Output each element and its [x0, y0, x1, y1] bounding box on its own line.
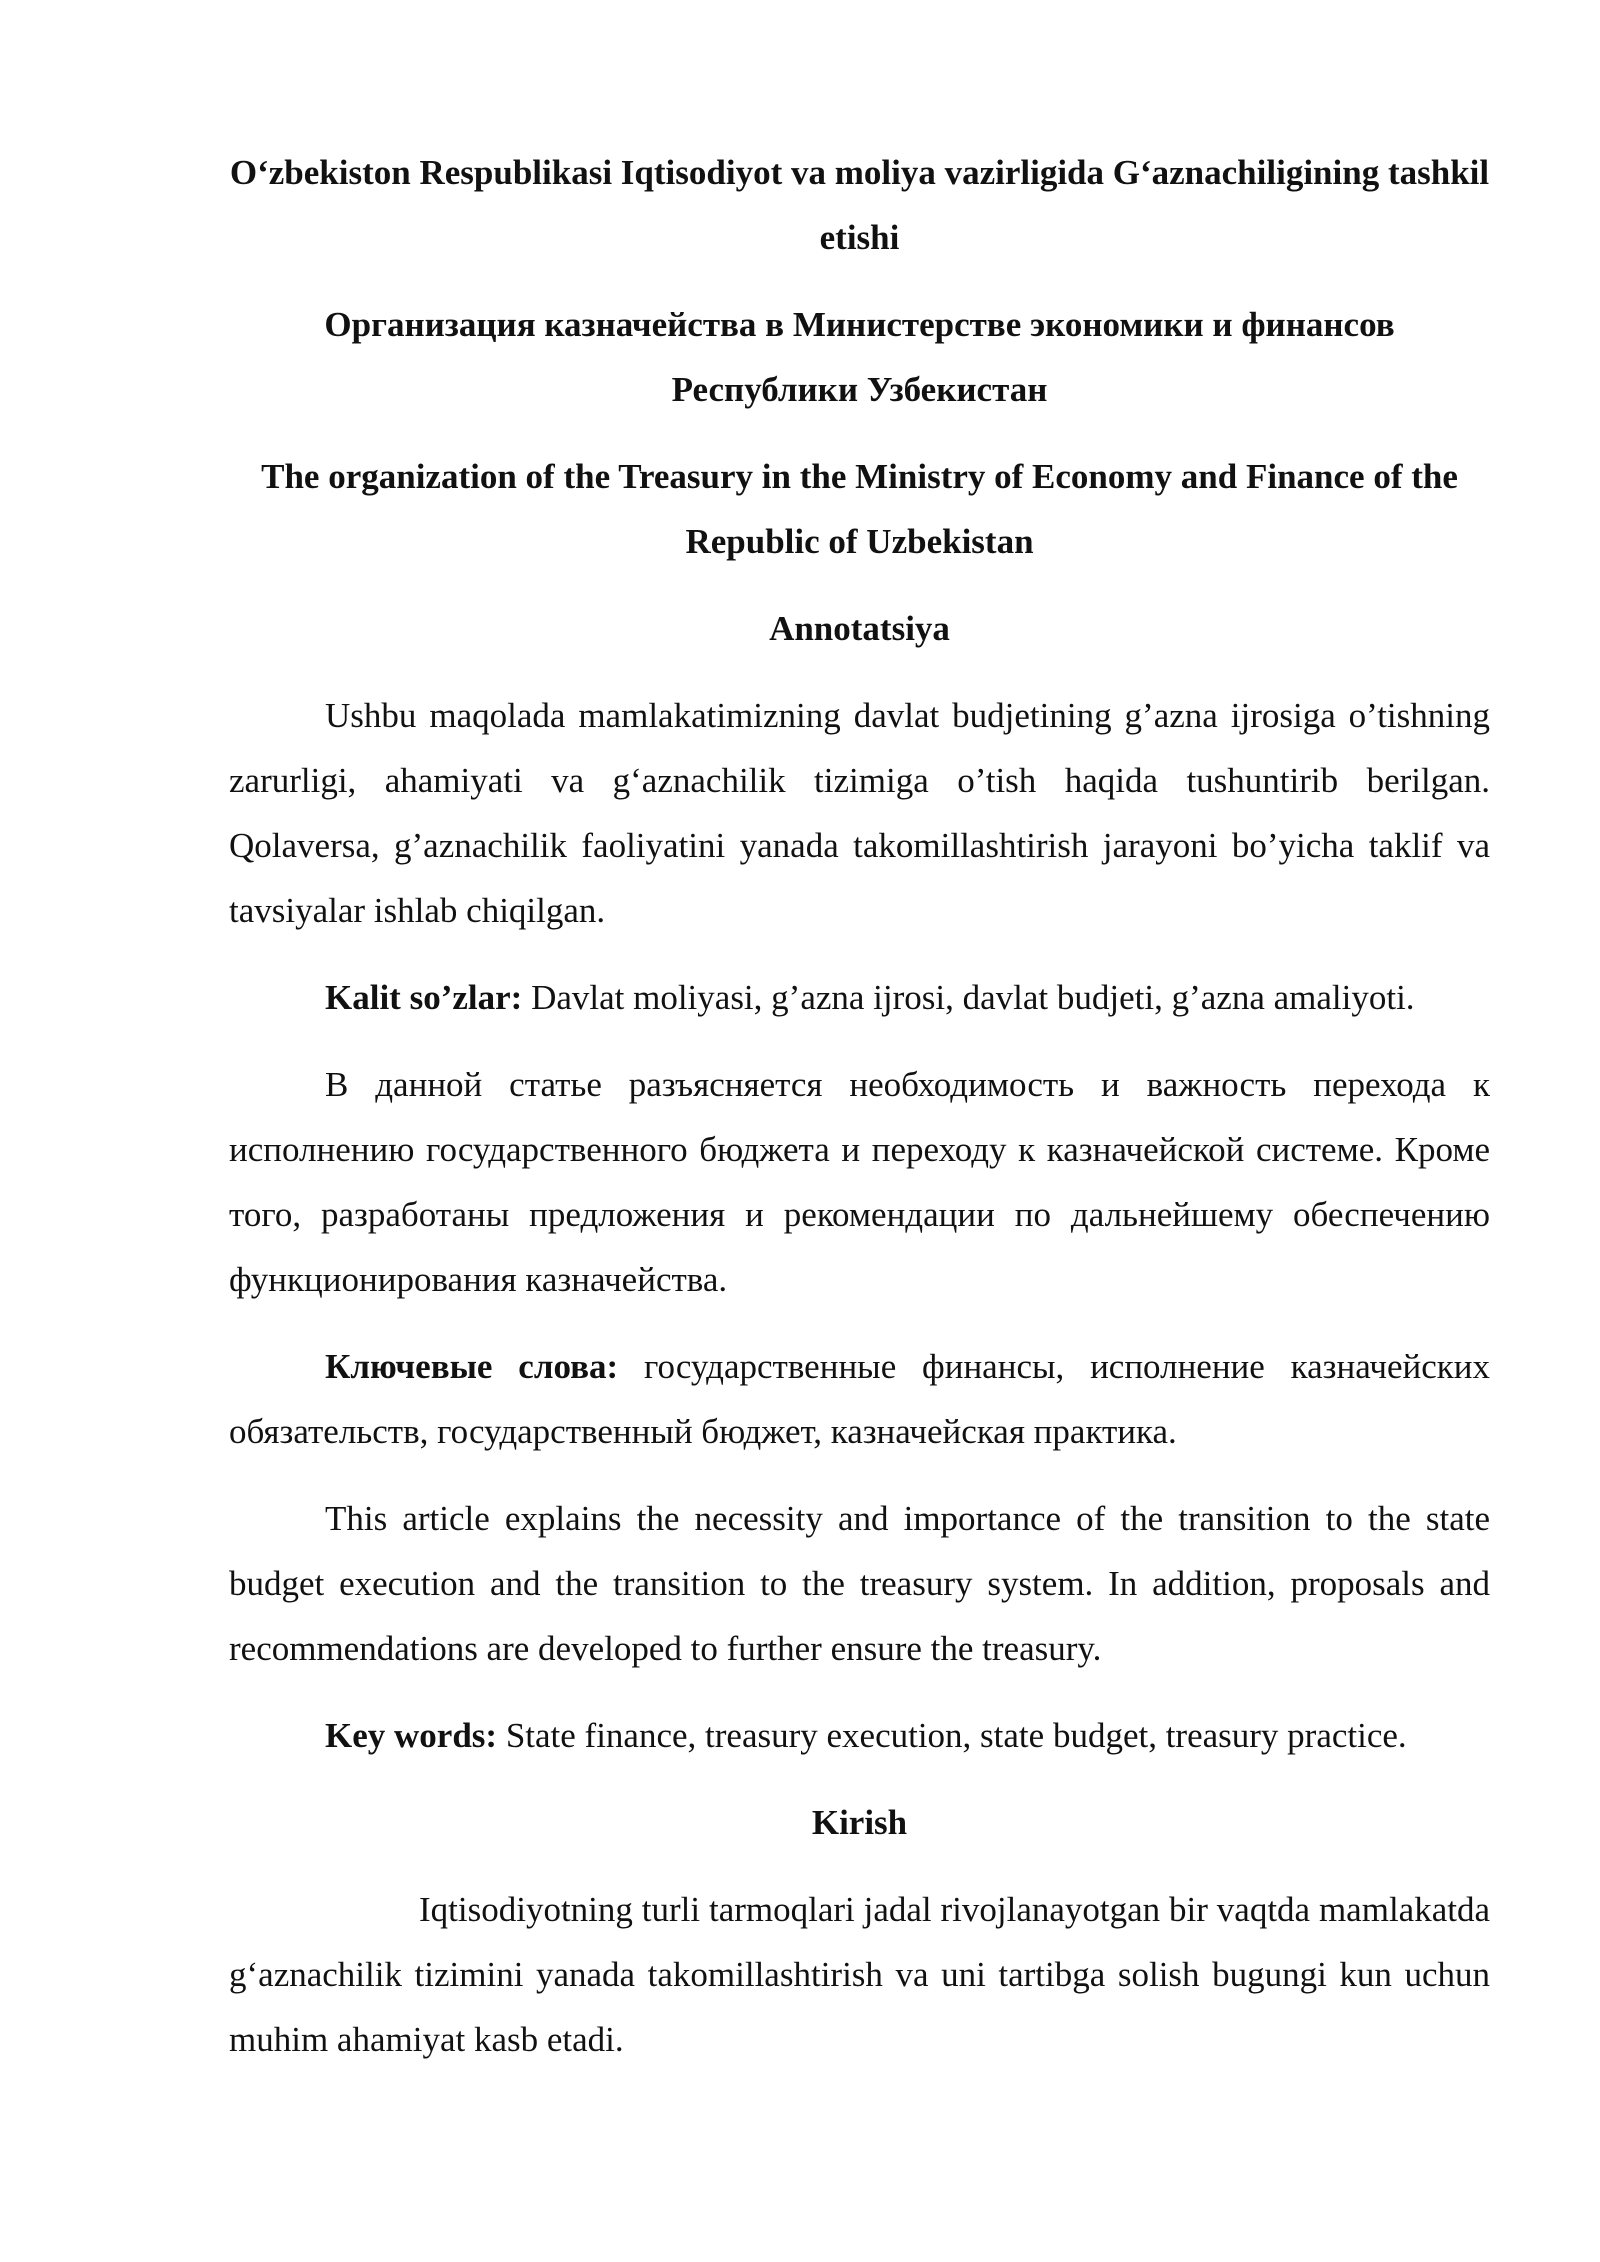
keywords-english-label: Key words:	[325, 1716, 498, 1755]
abstract-uzbek: Ushbu maqolada mamlakatimizning davlat budjetining g’azna ijrosiga o’tishning zarurligi, ahamiyati va g‘aznachilik tizimiga o’tish haqida tushuntirib berilgan. Qolaversa, g’aznachilik faoliyatini yanada takomillashtirish jarayoni bo’yicha taklif va tavsiyalar ishlab chiqilgan.	[229, 696, 1490, 930]
keywords-english	[229, 1703, 1490, 1768]
abstract-russian: В данной статье разъясняется необходимость и важность перехода к исполнению государственного бюджета и переходу к казначейской системе. Кроме того, разработаны предложения и рекомендации по дальнейшему обеспечению функционирования казначейства.	[229, 1065, 1490, 1299]
title-russian: Организация казначейства в Министерстве экономики и финансов Республики Узбекистан	[324, 305, 1395, 409]
keywords-uzbek-text: Davlat moliyasi, g’azna ijrosi, davlat budjeti, g’azna amaliyoti.	[522, 978, 1415, 1017]
document-page	[229, 140, 1490, 2072]
introduction-paragraph: Iqtisodiyotning turli tarmoqlari jadal rivojlanayotgan bir vaqtda mamlakatda g‘aznachilik tizimini yanada takomillashtirish va uni tartibga solish bugungi kun uchun muhim ahamiyat kasb etadi.	[229, 1890, 1490, 2059]
introduction-heading: Kirish	[811, 1803, 908, 1842]
keywords-english-text: State finance, treasury execution, state budget, treasury practice.	[497, 1716, 1407, 1755]
keywords-russian-label: Ключевые слова:	[325, 1347, 619, 1386]
keywords-russian	[229, 1334, 1490, 1464]
keywords-uzbek	[229, 965, 1490, 1030]
keywords-russian-text: государственные финансы, исполнение казначейских обязательств, государственный бюджет, казначейская практика.	[229, 1347, 1490, 1451]
title-english: The organization of the Treasury in the Ministry of Economy and Finance of the Republic of Uzbekistan	[261, 457, 1458, 561]
abstract-english: This article explains the necessity and importance of the transition to the state budget execution and the transition to the treasury system. In addition, proposals and recommendations are developed to further ensure the treasury.	[229, 1499, 1490, 1668]
annotation-heading: Annotatsiya	[769, 609, 950, 648]
keywords-uzbek-label: Kalit so’zlar:	[325, 978, 523, 1017]
title-uzbek: O‘zbekiston Respublikasi Iqtisodiyot va moliya vazirligida G‘aznachiligining tashkil etishi	[229, 153, 1490, 257]
